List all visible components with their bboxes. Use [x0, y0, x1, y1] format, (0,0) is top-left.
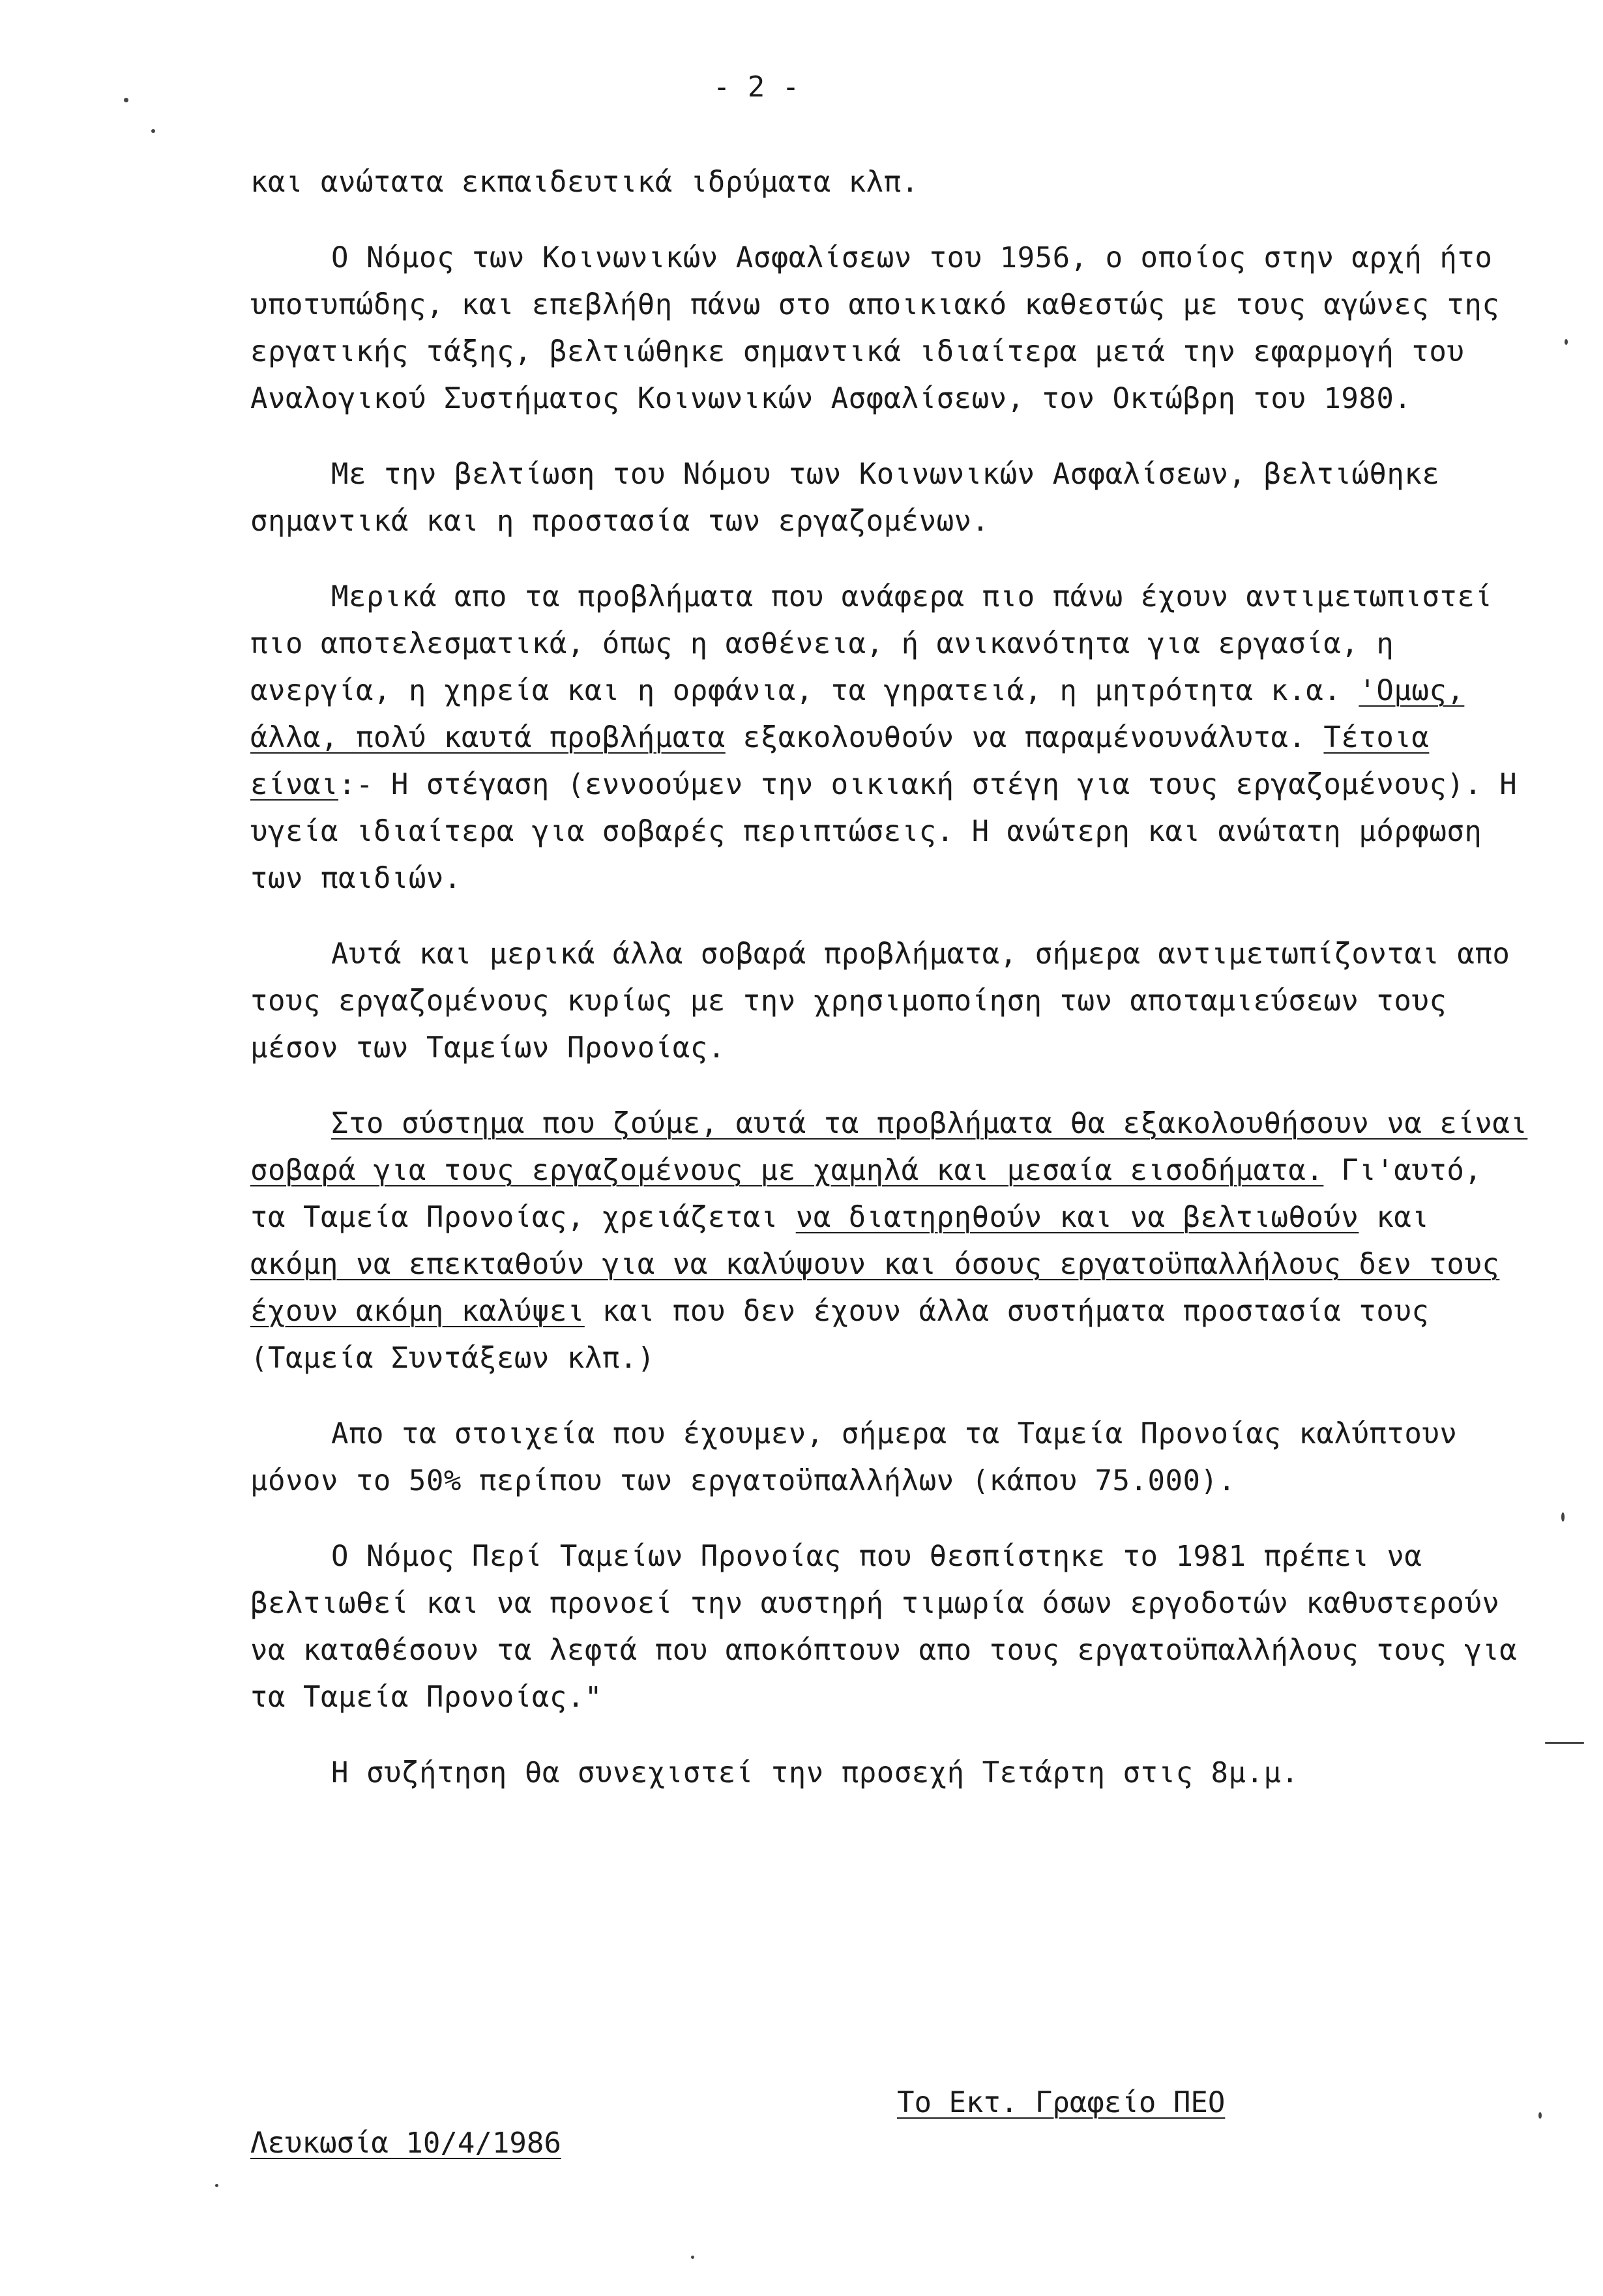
scan-speck: [1538, 2112, 1542, 2119]
text-run: Η συζήτηση θα συνεχιστεί την προσεχή Τετάρτη στις 8μ.μ.: [331, 1756, 1299, 1789]
signature: Το Εκτ. Γραφείο ΠΕΟ: [897, 2086, 1226, 2119]
text-run: Ο Νόμος των Κοινωνικών Ασφαλίσεων του 1956, ο οποίος στην αρχή ήτο υποτυπώδης, και επεβλήθη πάνω στο αποικιακό καθεστώς με τους αγώνες της εργατικής τάξης, βελτιώθηκε σημαντικά ιδιαίτερα μετά την εφαρμογή του Αναλογικού Συστήματος Κοινωνικών Ασφαλίσεων, τον Οκτώβρη του 1980.: [250, 241, 1500, 415]
scan-speck: [691, 2256, 694, 2259]
text-run: Γι'αυτό, τα Ταμεία Προνοίας, χρειάζεται: [250, 1154, 1482, 1234]
scan-speck: [1565, 339, 1568, 345]
underlined-text: να διατηρηθούν και να βελτιωθούν: [795, 1201, 1359, 1234]
scan-speck: [124, 98, 128, 102]
underlined-text: Τέτοια είναι: [250, 721, 1430, 801]
text-run: Με την βελτίωση του Νόμου των Κοινωνικών Ασφαλίσεων, βελτιώθηκε σημαντικά και η προστασία των εργαζομένων.: [250, 458, 1440, 538]
underlined-text: ακόμη να επεκταθούν για να καλύψουν και όσους εργατοϋπαλλήλους δεν τους έχουν ακόμη καλύψει: [250, 1248, 1500, 1328]
paragraph: [250, 1100, 1528, 1382]
text-run: και ανώτατα εκπαιδευτικά ιδρύματα κλπ.: [250, 166, 919, 199]
document-body: [250, 159, 1528, 1825]
text-run: :- Η στέγαση (εννοούμεν την οικιακή στέγη για τους εργαζομένους). Η υγεία ιδιαίτερα για σοβαρές περιπτώσεις. Η ανώτερη και ανώτατη μόρφωση των παιδιών.: [250, 768, 1518, 895]
paragraph: [250, 1750, 1528, 1797]
paragraph: [250, 931, 1528, 1072]
page-number: - 2 -: [713, 70, 800, 104]
underlined-text: Στο σύστημα που ζούμε, αυτά τα προβλήματα θα εξακολουθήσουν να είναι σοβαρά για τους εργαζομένους με χαμηλά και μεσαία εισοδήματα.: [250, 1107, 1528, 1187]
text-run: και: [1359, 1201, 1430, 1234]
scan-speck: [1561, 1512, 1565, 1522]
paragraph: [250, 1411, 1528, 1505]
scan-speck: [151, 129, 155, 133]
paragraph: [250, 235, 1528, 422]
text-run: Απο τα στοιχεία που έχουμεν, σήμερα τα Ταμεία Προνοίας καλύπτουν μόνον το 50% περίπου των εργατοϋπαλλήλων (κάπου 75.000).: [250, 1417, 1458, 1497]
text-run: και που δεν έχουν άλλα συστήματα προστασία τους (Ταμεία Συντάξεων κλπ.): [250, 1295, 1430, 1375]
scan-speck: [1545, 1742, 1584, 1744]
paragraph: [250, 1533, 1528, 1721]
text-run: Ο Νόμος Περί Ταμείων Προνοίας που θεσπίστηκε το 1981 πρέπει να βελτιωθεί και να προνοεί την αυστηρή τιμωρία όσων εργοδοτών καθυστερούν να καταθέσουν τα λεφτά που αποκόπτουν απο τους εργατοϋπαλλήλους τους για τα Ταμεία Προνοίας.": [250, 1540, 1518, 1714]
text-run: Αυτά και μερικά άλλα σοβαρά προβλήματα, σήμερα αντιμετωπίζονται απο τους εργαζομένους κυρίως με την χρησιμοποίηση των αποταμιεύσεων τους μέσον των Ταμείων Προνοίας.: [250, 937, 1510, 1065]
text-run: εξακολουθούν να παραμένουνάλυτα.: [725, 721, 1324, 754]
paragraph: [250, 451, 1528, 545]
scan-speck: [215, 2184, 218, 2187]
paragraph: [250, 574, 1528, 902]
paragraph: [250, 159, 1528, 206]
underlined-text: 'Ομως, άλλα, πολύ καυτά προβλήματα: [250, 674, 1465, 754]
text-run: Μερικά απο τα προβλήματα που ανάφερα πιο πάνω έχουν αντιμετωπιστεί πιο αποτελεσματικά, όπως η ασθένεια, ή ανικανότητα για εργασία, η ανεργία, η χηρεία και η ορφάνια, τα γηρατειά, η μητρότητα κ.α.: [250, 580, 1493, 707]
place-date: Λευκωσία 10/4/1986: [250, 2127, 561, 2160]
